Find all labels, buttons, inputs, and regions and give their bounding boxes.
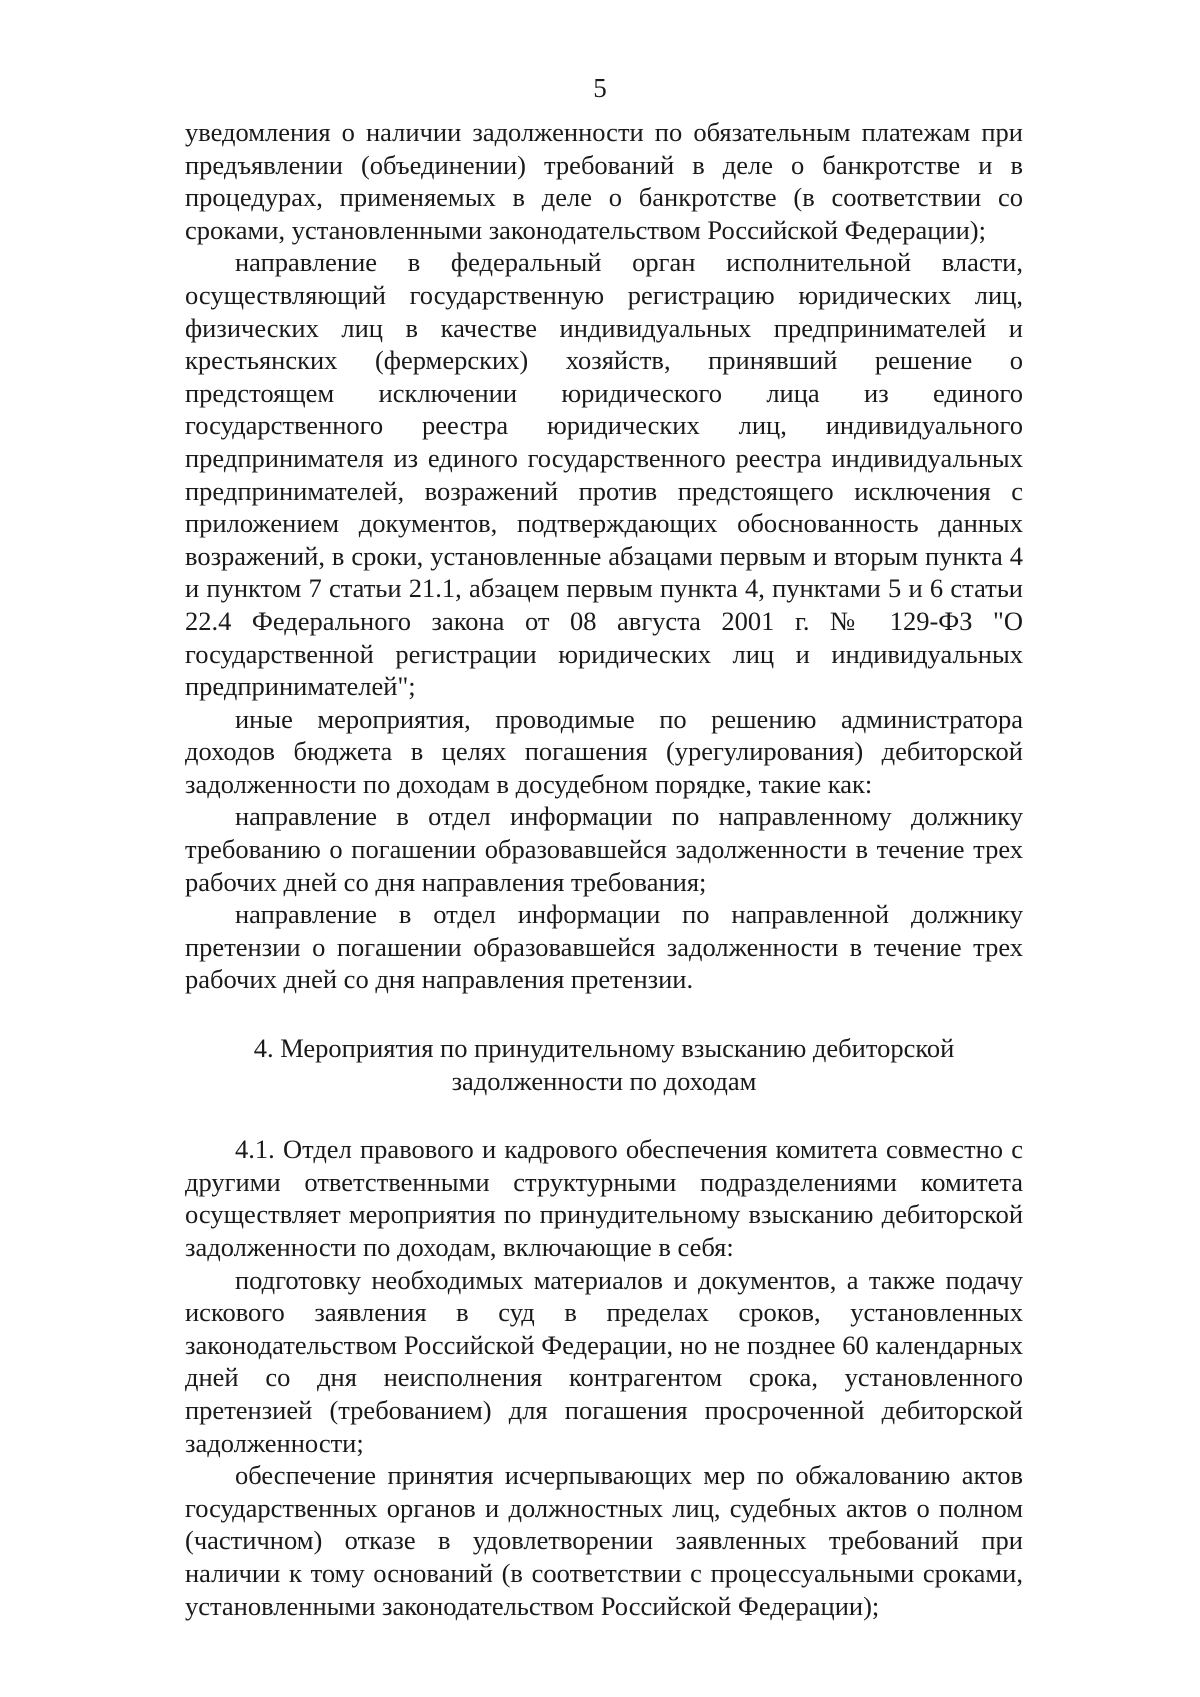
section-heading-line-1: 4. Мероприятия по принудительному взысканию дебиторской: [253, 1033, 955, 1064]
section-heading-line-2: задолженности по доходам: [451, 1065, 757, 1096]
paragraph-objections: направление в федеральный орган исполнительной власти, осуществляющий государственную регистрацию юридических лиц, физических лиц в качестве индивидуальных предпринимателей и крестьянских (фермерских) хозяйств, принявший решение о предстоящем исключении юридического лица из единого государственного реестра юридических лиц, индивидуального предпринимателя из единого государственного реестра индивидуальных предпринимателей, возражений против предстоящего исключения с приложением документов, подтверждающих обоснованность данных возражений, в сроки, установленные абзацами первым и вторым пункта 4 и пунктом 7 статьи 21.1, абзацем первым пункта 4, пунктами 5 и 6 статьи 22.4 Федерального закона от 08 августа 2001 г. № 129-ФЗ "О государственной регистрации юридических лиц и индивидуальных предпринимателей";: [185, 247, 1023, 702]
paragraph-requirement: направление в отдел информации по направленному должнику требованию о погашении образовавшейся задолженности в течение трех рабочих дней со дня направления требования;: [185, 801, 1023, 897]
page-number: 5: [593, 73, 607, 103]
paragraph-claim: направление в отдел информации по направленной должнику претензии о погашении образовавшейся задолженности в течение трех рабочих дней со дня направления претензии.: [185, 899, 1023, 995]
paragraph-continuation: уведомления о наличии задолженности по обязательным платежам при предъявлении (объединении) требований в деле о банкротстве и в процедурах, применяемых в деле о банкротстве (в соответствии со сроками, установленными законодательством Российской Федерации);: [185, 117, 1023, 245]
paragraph-4-1: 4.1. Отдел правового и кадрового обеспечения комитета совместно с другими ответственными структурными подразделениями комитета осуществляет мероприятия по принудительному взысканию дебиторской задолженности по доходам, включающие в себя:: [185, 1134, 1023, 1262]
paragraph-appeal: обеспечение принятия исчерпывающих мер по обжалованию актов государственных органов и должностных лиц, судебных актов о полном (частичном) отказе в удовлетворении заявленных требований при наличии к тому оснований (в соответствии с процессуальными сроками, установленными законодательством Российской Федерации);: [185, 1460, 1023, 1621]
document-body: [185, 116, 1023, 1622]
paragraph-other-measures: иные мероприятия, проводимые по решению администратора доходов бюджета в целях погашения (урегулирования) дебиторской задолженности по доходам в досудебном порядке, такие как:: [185, 703, 1023, 799]
paragraph-lawsuit: подготовку необходимых материалов и документов, а также подачу искового заявления в суд в пределах сроков, установленных законодательством Российской Федерации, но не позднее 60 календарных дней со дня неисполнения контрагентом срока, установленного претензией (требованием) для погашения просроченной дебиторской задолженности;: [185, 1264, 1023, 1458]
section-heading: [185, 1032, 1023, 1097]
